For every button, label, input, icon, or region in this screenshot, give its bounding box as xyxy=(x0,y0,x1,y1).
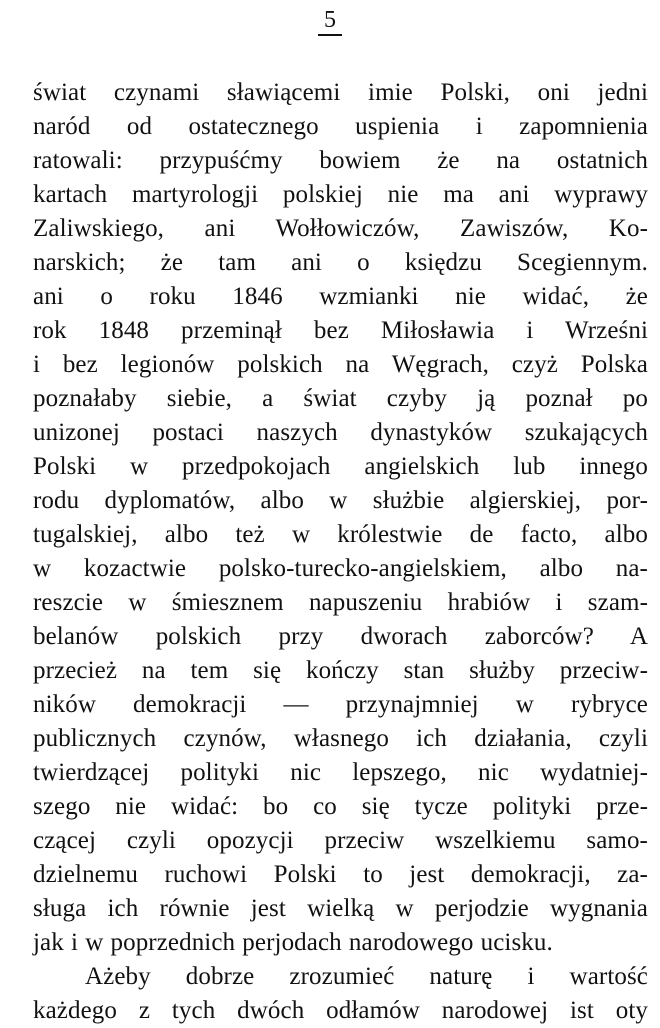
text-line-11: unizonej postaci naszych dynastyków szukających xyxy=(33,419,648,446)
page-number: 5 xyxy=(318,6,342,36)
text-line-10: poznałaby siebie, a świat czyby ją poznał po xyxy=(33,385,648,412)
text-line-7: ani o roku 1846 wzmianki nie widać, że xyxy=(33,283,648,310)
text-line-12: Polski w przedpokojach angielskich lub innego xyxy=(33,453,648,480)
text-line-14: tugalskiej, albo też w królestwie de facto, albo xyxy=(33,521,648,548)
text-line-9: i bez legionów polskich na Węgrach, czyż Polska xyxy=(33,351,648,378)
text-line-25: sługa ich równie jest wielką w perjodzie wygnania xyxy=(33,895,648,922)
text-line-15: w kozactwie polsko-turecko-angielskiem, albo na- xyxy=(33,555,648,582)
text-line-19: ników demokracji — przynajmniej w rybryce xyxy=(33,691,648,718)
text-line-26: jak i w poprzednich perjodach narodowego ucisku. xyxy=(33,929,553,956)
text-line-4: kartach martyrologji polskiej nie ma ani wyprawy xyxy=(33,181,648,208)
text-line-16: reszcie w śmiesznem napuszeniu hrabiów i szam- xyxy=(33,589,648,616)
text-line-8: rok 1848 przeminął bez Miłosławia i Wrześni xyxy=(33,317,648,344)
text-line-1: świat czynami sławiącemi imie Polski, oni jedni xyxy=(33,79,648,106)
text-line-17: belanów polskich przy dworach zaborców? A xyxy=(33,623,648,650)
text-line-13: rodu dyplomatów, albo w służbie algierskiej, por- xyxy=(33,487,648,514)
text-line-20: publicznych czynów, własnego ich działania, czyli xyxy=(33,725,648,752)
text-line-5: Zaliwskiego, ani Wołłowiczów, Zawiszów, Ko- xyxy=(33,215,648,242)
text-line-22: szego nie widać: bo co się tycze polityki prze- xyxy=(33,793,648,820)
text-line-23: czącej czyli opozycji przeciw wszelkiemu samo- xyxy=(33,827,648,854)
text-line-24: dzielnemu ruchowi Polski to jest demokracji, za- xyxy=(33,861,648,888)
text-line-28: każdego z tych dwóch odłamów narodowej ist oty xyxy=(33,997,648,1024)
page-number-area xyxy=(0,6,660,36)
text-line-3: ratowali: przypuśćmy bowiem że na ostatnich xyxy=(33,147,648,174)
text-line-27: Ażeby dobrze zrozumieć naturę i wartość xyxy=(85,963,648,990)
body-text xyxy=(33,76,648,1028)
text-line-6: narskich; że tam ani o księdzu Scegiennym. xyxy=(33,249,648,276)
text-line-18: przecież na tem się kończy stan służby przeciw- xyxy=(33,657,648,684)
text-line-21: twierdzącej polityki nic lepszego, nic wydatniej- xyxy=(33,759,648,786)
text-line-2: naród od ostatecznego uspienia i zapomnienia xyxy=(33,113,648,140)
